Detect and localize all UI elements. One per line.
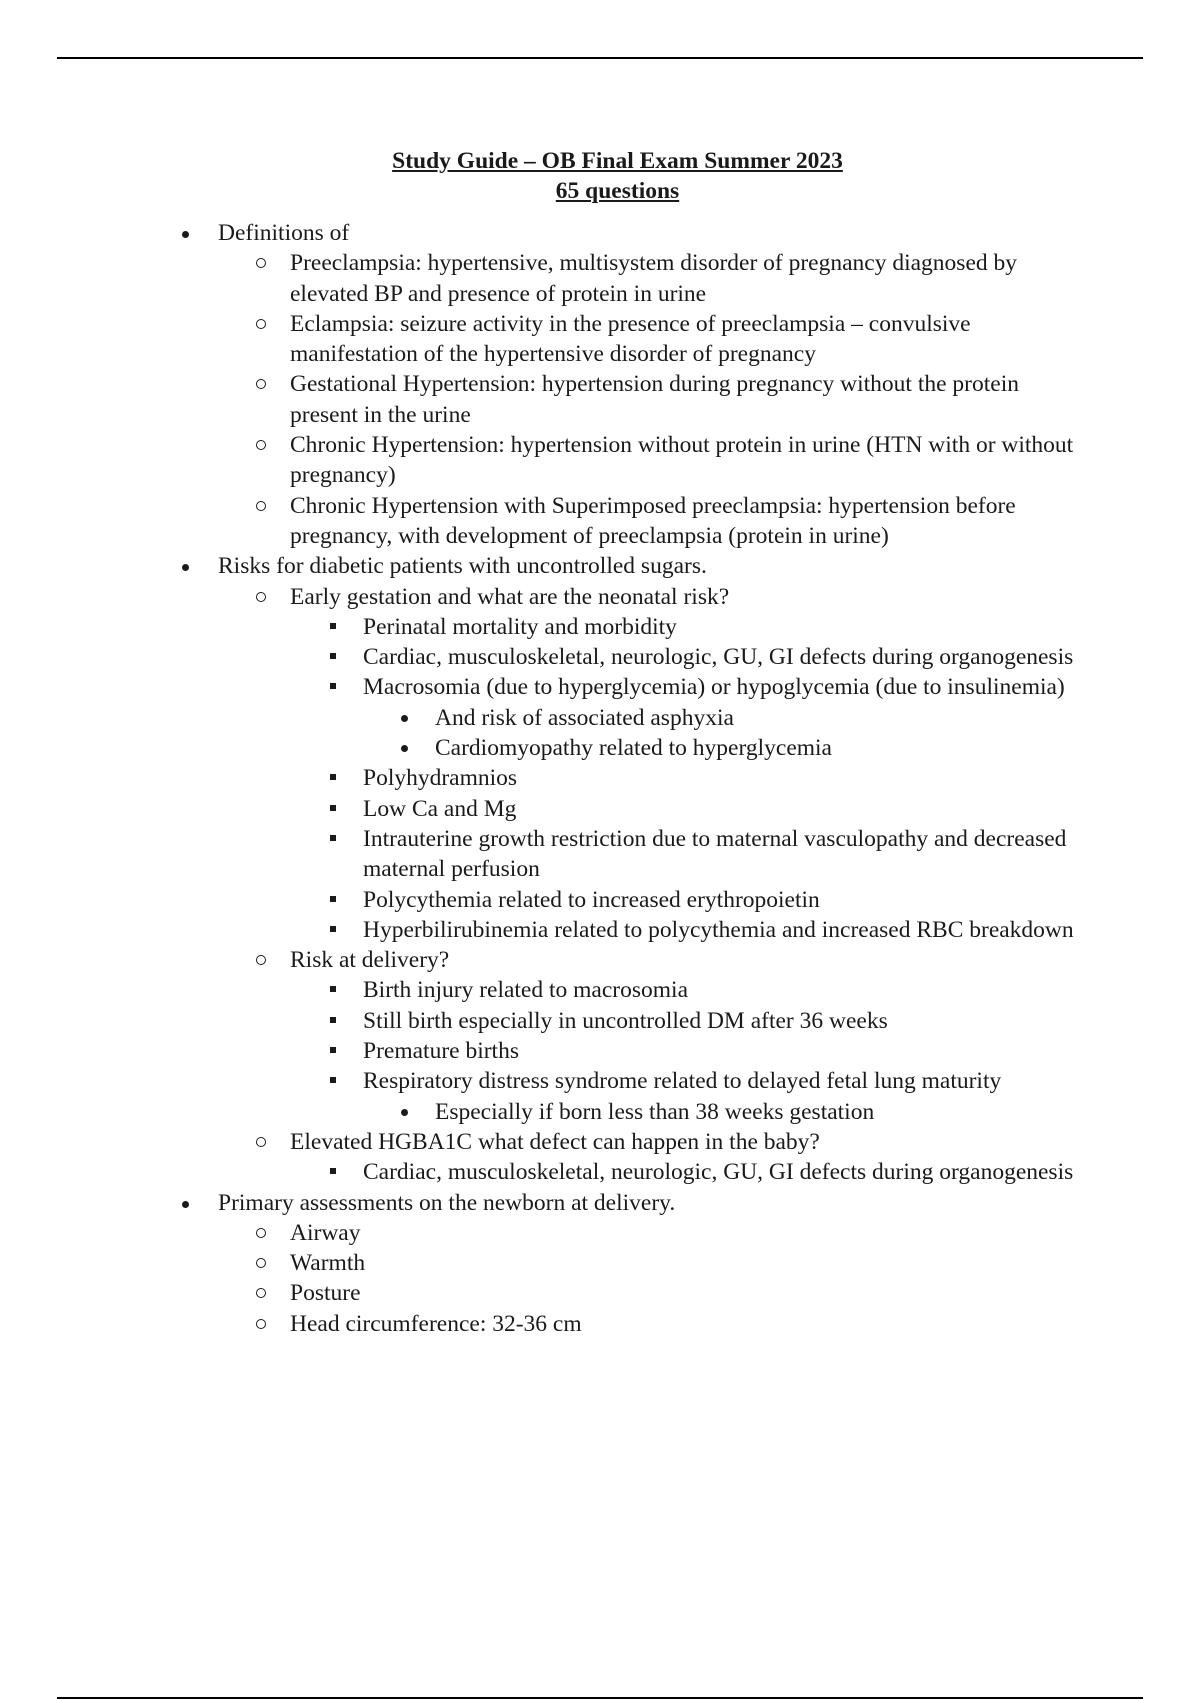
list-item [0,491,1080,552]
list-item [0,763,1093,793]
list-item [0,885,1093,915]
item-text: Elevated HGBA1C what defect can happen in the baby? [290,1128,820,1155]
square-bullet-icon [330,896,336,902]
bullet-icon [182,564,189,571]
bullet-icon [401,745,408,752]
square-bullet-icon [330,1047,336,1053]
list-item [0,1309,1080,1339]
square-bullet-icon [330,653,336,659]
circle-bullet-icon [256,1137,266,1147]
list-item [0,1248,1080,1278]
bullet-icon [401,715,408,722]
item-text: Warmth [290,1250,366,1277]
item-text: Early gestation and what are the neonatal risk? [290,583,730,610]
item-text: Cardiomyopathy related to hyperglycemia [435,735,832,762]
list-item [0,1278,1080,1308]
item-text: Low Ca and Mg [363,795,517,822]
square-bullet-icon [330,926,336,932]
list-item [0,672,1093,763]
list-item [0,218,1200,551]
list-item [0,945,1080,1127]
item-text: Respiratory distress syndrome related to delayed fetal lung maturity [363,1068,1002,1095]
item-text: Polyhydramnios [363,765,518,792]
square-bullet-icon [330,835,336,841]
list-item [0,582,1080,946]
sub-list [363,1097,1093,1127]
list-item [0,430,1080,491]
square-bullet-icon [330,1017,336,1023]
top-rule [57,57,1143,59]
square-bullet-icon [330,623,336,629]
bullet-icon [401,1109,408,1116]
sub-list [290,612,1080,945]
document-title: Study Guide – OB Final Exam Summer 2023 [392,148,843,174]
circle-bullet-icon [256,955,266,965]
bullet-icon [182,231,189,238]
item-text: Primary assessments on the newborn at delivery. [218,1189,676,1216]
list-item [0,824,1093,885]
circle-bullet-icon [256,501,266,511]
item-text: Premature births [363,1038,519,1065]
item-text: Polycythemia related to increased erythropoietin [363,886,820,913]
list-item [0,1066,1093,1127]
document-header [0,146,1200,206]
sub-list [290,1157,1080,1187]
sub-list [218,582,1200,1188]
item-text: Still birth especially in uncontrolled DM after 36 weeks [363,1007,888,1034]
list-item [0,309,1080,370]
list-item [0,733,1135,763]
list-item [0,551,1200,1187]
item-text: Definitions of [218,220,350,246]
list-item [0,1006,1093,1036]
square-bullet-icon [330,1168,336,1174]
list-item [0,642,1093,672]
circle-bullet-icon [256,1319,266,1329]
item-text: Risk at delivery? [290,947,450,974]
item-text: Cardiac, musculoskeletal, neurologic, GU, GI defects during organogenesis [363,644,1074,671]
list-item [0,1097,1135,1127]
square-bullet-icon [330,683,336,689]
list-item [0,915,1093,945]
item-text: Hyperbilirubinemia related to polycythemia and increased RBC breakdown [363,916,1074,943]
item-text: Birth injury related to macrosomia [363,977,688,1004]
list-item [0,794,1093,824]
sub-list [363,703,1093,764]
list-item [0,1127,1080,1188]
item-text: Risks for diabetic patients with uncontrolled sugars. [218,553,707,580]
sub-list [290,975,1080,1126]
square-bullet-icon [330,986,336,992]
item-text: Preeclampsia: hypertensive, multisystem disorder of pregnancy diagnosed by elevated BP and presence of protein in urine [290,250,1018,307]
study-guide-content [0,218,1200,1339]
list-item [0,1036,1093,1066]
list-item [0,975,1093,1005]
list-item [0,1157,1093,1187]
item-text: Posture [290,1280,361,1307]
list-item [0,1188,1200,1339]
circle-bullet-icon [256,1228,266,1238]
circle-bullet-icon [256,1258,266,1268]
item-text: Gestational Hypertension: hypertension during pregnancy without the protein present in the urine [290,371,1019,428]
item-text: Cardiac, musculoskeletal, neurologic, GU, GI defects during organogenesis [363,1159,1074,1186]
list-item [0,1218,1080,1248]
circle-bullet-icon [256,592,266,602]
item-text: Perinatal mortality and morbidity [363,613,677,640]
item-text: Airway [290,1219,361,1246]
bottom-rule [57,1697,1143,1699]
list-item [0,248,1080,309]
circle-bullet-icon [256,379,266,389]
sub-list [218,248,1200,551]
square-bullet-icon [330,805,336,811]
outline-list [0,218,1200,1339]
square-bullet-icon [330,1077,336,1083]
list-item [0,612,1093,642]
circle-bullet-icon [256,440,266,450]
circle-bullet-icon [256,258,266,268]
item-text: Head circumference: 32-36 cm [290,1310,582,1337]
item-text: Macrosomia (due to hyperglycemia) or hypoglycemia (due to insulinemia) [363,674,1065,701]
document-subtitle: 65 questions [555,178,680,204]
circle-bullet-icon [256,1288,266,1298]
list-item [0,369,1080,430]
list-item [0,703,1135,733]
square-bullet-icon [330,774,336,780]
item-text: And risk of associated asphyxia [435,704,734,731]
item-text: Chronic Hypertension: hypertension without protein in urine (HTN with or without pregnancy) [290,432,1074,489]
item-text: Especially if born less than 38 weeks gestation [435,1098,875,1125]
sub-list [218,1218,1200,1339]
item-text: Intrauterine growth restriction due to maternal vasculopathy and decreased maternal perfusion [363,825,1067,883]
item-text: Eclampsia: seizure activity in the presence of preeclampsia – convulsive manifestation of the hypertensive disorder of pregnancy [290,310,971,368]
bullet-icon [182,1201,189,1208]
circle-bullet-icon [256,319,266,329]
item-text: Chronic Hypertension with Superimposed preeclampsia: hypertension before pregnancy, with development of preeclampsia (protein in urine) [290,492,1016,549]
